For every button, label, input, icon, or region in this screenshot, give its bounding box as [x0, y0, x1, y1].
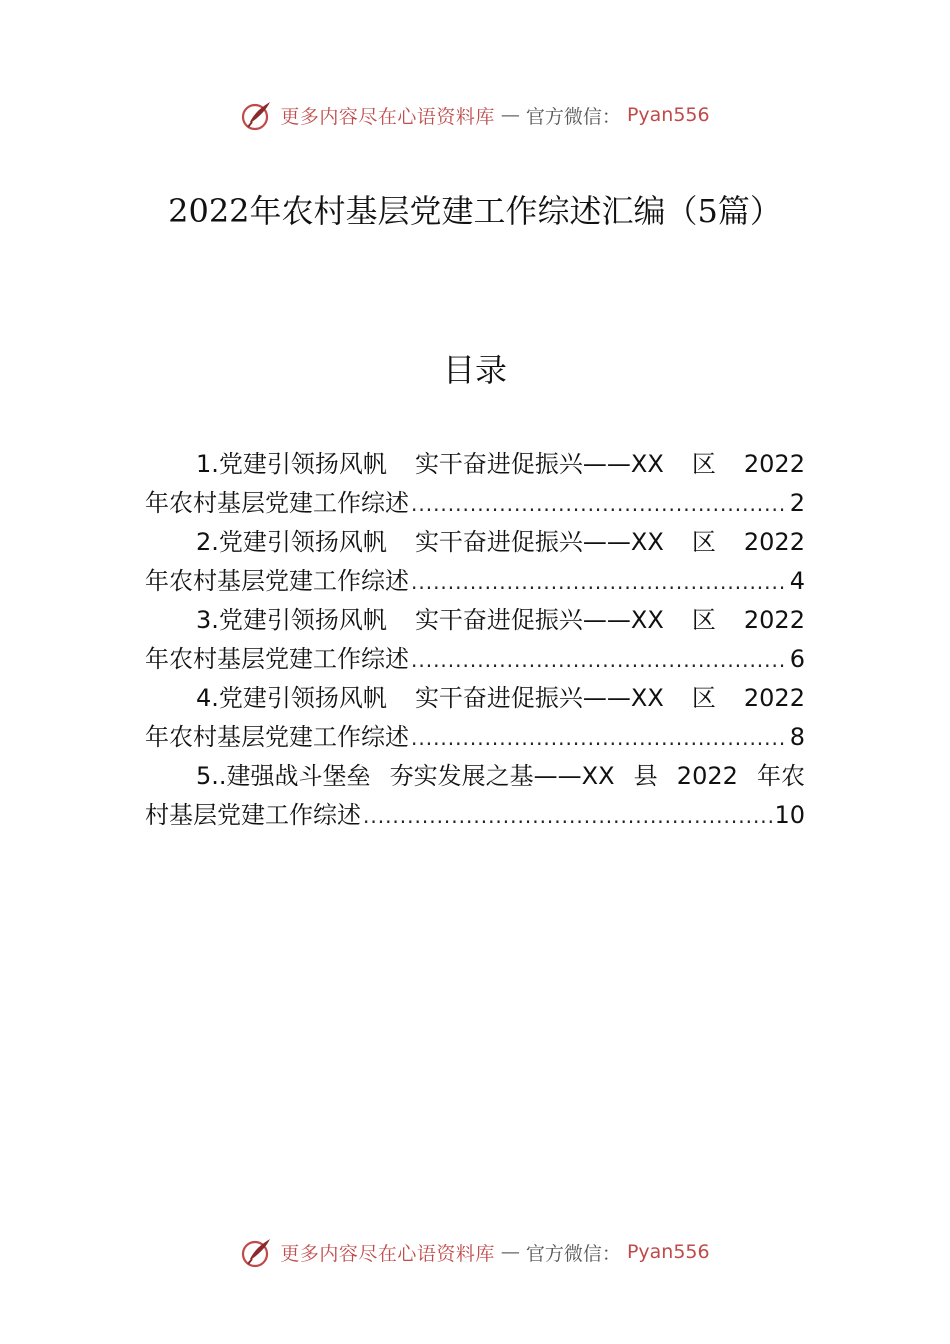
- toc-page-number: 2: [789, 489, 805, 517]
- toc-entry-title-line: [145, 523, 805, 562]
- watermark-wechat-id: Pyan556: [626, 1241, 710, 1263]
- toc-entry-text: 3.党建引领扬风帆: [196, 606, 387, 634]
- toc-entry-text: 2022: [676, 762, 738, 790]
- toc-entry-text: 2022: [743, 684, 805, 712]
- toc-heading: 目录: [442, 351, 507, 389]
- header-watermark: [0, 95, 950, 135]
- toc-dot-leader: [411, 641, 788, 680]
- toc-entry[interactable]: [145, 679, 805, 757]
- toc-entry-text: 年农村基层党建工作综述: [145, 723, 409, 751]
- toc-entry-title-line: [145, 679, 805, 718]
- toc-entry-text: 2022: [743, 528, 805, 556]
- toc-entry-title-line: [145, 601, 805, 640]
- toc-entry[interactable]: [145, 523, 805, 601]
- document-title: 2022年农村基层党建工作综述汇编（5篇）: [168, 192, 782, 230]
- toc-entry-text: 年农村基层党建工作综述: [145, 645, 409, 673]
- watermark-brand-text: 更多内容尽在心语资料库: [280, 105, 495, 128]
- toc-entry-text: 4.党建引领扬风帆: [196, 684, 387, 712]
- toc-dot-leader: [411, 563, 788, 602]
- toc-entry-text: 2022: [743, 606, 805, 634]
- toc-page-number: 10: [774, 801, 805, 829]
- watermark-brand-text: 更多内容尽在心语资料库: [280, 1242, 495, 1265]
- watermark-label: 官方微信：: [525, 105, 621, 128]
- toc-page-number: 4: [789, 567, 805, 595]
- toc-entry-text: 县: [633, 762, 658, 790]
- toc-entry-continuation-line: [145, 640, 805, 679]
- toc-entry-text: 区: [691, 684, 716, 712]
- quill-logo-icon: [240, 1235, 274, 1269]
- watermark-label: 官方微信：: [525, 1242, 621, 1265]
- toc-entry-text: 实干奋进促振兴——XX: [414, 684, 664, 712]
- toc-entry-text: 2022: [743, 450, 805, 478]
- watermark-content: [240, 1235, 709, 1269]
- toc-dot-leader: [411, 719, 788, 758]
- toc-entry-text: 实干奋进促振兴——XX: [414, 606, 664, 634]
- toc-entry-text: 年农村基层党建工作综述: [145, 489, 409, 517]
- toc-entry[interactable]: [145, 445, 805, 523]
- toc-entry-continuation-line: [145, 484, 805, 523]
- toc-entry-text: 1.党建引领扬风帆: [196, 450, 387, 478]
- toc-entry-text: 年农村基层党建工作综述: [145, 567, 409, 595]
- toc-entry-text: 实干奋进促振兴——XX: [414, 528, 664, 556]
- toc-entry-text: 区: [691, 528, 716, 556]
- quill-logo-icon: [240, 98, 274, 132]
- toc-entry-text: 夯实发展之基——XX: [389, 762, 615, 790]
- toc-entry-text: 实干奋进促振兴——XX: [414, 450, 664, 478]
- toc-dot-leader: [363, 797, 772, 836]
- toc-entry-text: 区: [691, 450, 716, 478]
- table-of-contents: [145, 445, 805, 835]
- toc-page-number: 6: [789, 645, 805, 673]
- toc-entry-text: 年农: [757, 762, 805, 790]
- toc-entry-text: 区: [691, 606, 716, 634]
- watermark-dash: —: [500, 1241, 520, 1263]
- watermark-wechat-id: Pyan556: [626, 104, 710, 126]
- toc-entry-text: 5..建强战斗堡垒: [196, 762, 371, 790]
- toc-entry-continuation-line: [145, 796, 805, 835]
- toc-entry-title-line: [145, 445, 805, 484]
- toc-page-number: 8: [789, 723, 805, 751]
- footer-watermark: [0, 1232, 950, 1272]
- toc-entry[interactable]: [145, 601, 805, 679]
- toc-entry-title-line: [145, 757, 805, 796]
- toc-entry-continuation-line: [145, 562, 805, 601]
- toc-entry-text: 村基层党建工作综述: [145, 801, 361, 829]
- toc-entry-text: 2.党建引领扬风帆: [196, 528, 387, 556]
- toc-dot-leader: [411, 485, 788, 524]
- watermark-content: [240, 98, 709, 132]
- toc-entry-continuation-line: [145, 718, 805, 757]
- toc-entry[interactable]: [145, 757, 805, 835]
- watermark-dash: —: [500, 104, 520, 126]
